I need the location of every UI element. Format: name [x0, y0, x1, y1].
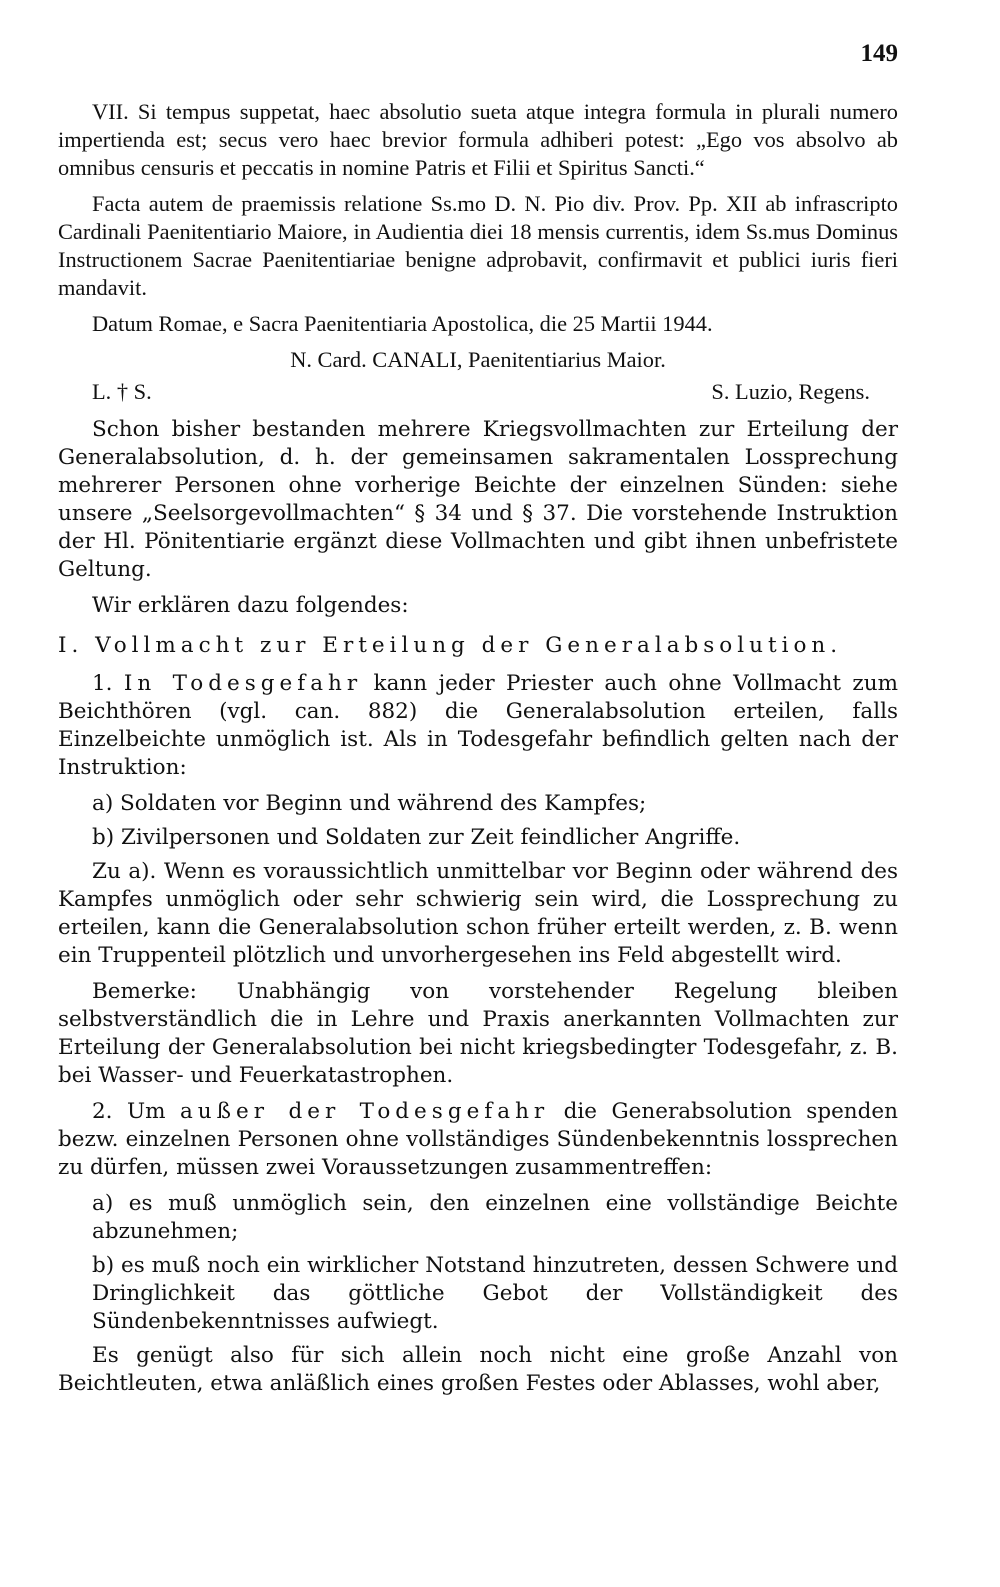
list-item-b: b) Zivilpersonen und Soldaten zur Zeit feindlicher Angriffe.	[92, 825, 741, 850]
condition-a: a) es muß unmöglich sein, den einzelnen eine vollständige Beichte abzunehmen;	[92, 1191, 898, 1244]
list-item-a: a) Soldaten vor Beginn und während des Kampfes;	[92, 791, 647, 816]
item-text: kann jeder Priester auch ohne Vollmacht zum Beichthören (vgl. can. 882) die Generalabsolution erteilen, falls Einzelbeichte unmöglich ist. Als in Todesgefahr befindlich gelten nach der Instruktion:	[58, 671, 898, 780]
item-number: 2.	[92, 1099, 113, 1124]
paragraph-latin-vii: VII. Si tempus suppetat, haec absolutio sueta atque integra formula in plurali numero impertienda est; secus vero haec brevior formula adhiberi potest: „Ego vos absolvo ab omnibus censuris et peccatis in nomine Patris et Filii et Spiritus Sancti.“	[58, 99, 898, 180]
condition-b: b) es muß noch ein wirklicher Notstand hinzutreten, dessen Schwere und Dringlichkeit das göttliche Gebot der Vollständigkeit des Sündenbekenntnisses aufwiegt.	[92, 1253, 898, 1334]
paragraph-latin-approval: Facta autem de praemissis relatione Ss.mo D. N. Pio div. Prov. Pp. XII ab infrascripto Cardinali Paenitentiario Maiore, in Audientia diei 18 mensis currentis, idem Ss.mus Dominus Instructionem Sacrae Paenitentiariae benigne adprobavit, confirmavit et publici iuris fieri mandavit.	[58, 191, 898, 300]
page-text	[58, 98, 898, 1406]
paragraph-todesgefahr	[58, 670, 898, 782]
paragraph-ausser-todesgefahr	[58, 1098, 898, 1182]
item-text: Um	[126, 1099, 166, 1124]
paragraph-kriegsvollmachten: Schon bisher bestanden mehrere Kriegsvollmachten zur Erteilung der Generalabsolution, d. h. der gemeinsamen sakramentalen Lossprechung mehrerer Personen ohne vorherige Beichte der einzelnen Sünden: siehe unsere „Seelsorgevollmachten“ § 34 und § 37. Die vorstehende Instruktion der Hl. Pönitentiarie ergänzt diese Vollmachten und gibt ihnen unbefristete Geltung.	[58, 417, 898, 582]
signature-row	[58, 378, 898, 406]
section-heading-number: I.	[58, 633, 84, 658]
paragraph-zu-a: Zu a). Wenn es voraussichtlich unmittelbar vor Beginn oder während des Kampfes unmöglich oder sehr schwierig sein wird, die Lossprechung zu erteilen, kann die Generalabsolution schon früher erteilt werden, z. B. wenn ein Truppenteil plötzlich und unvorhergesehen ins Feld abgestellt wird.	[58, 859, 898, 968]
page-number: 149	[860, 40, 898, 67]
item-number: 1.	[92, 671, 113, 696]
section-heading	[58, 632, 898, 660]
paragraph-latin-date: Datum Romae, e Sacra Paenitentiaria Apostolica, die 25 Martii 1944.	[92, 311, 713, 336]
signature-canali: N. Card. CANALI, Paenitentiarius Maior.	[290, 347, 666, 372]
signature-luzio: S. Luzio, Regens.	[711, 379, 870, 404]
emphasis-todesgefahr: In Todesgefahr	[123, 671, 363, 696]
section-heading-text: Vollmacht zur Erteilung der Generalabsolution.	[95, 633, 843, 658]
item-text: die Generabsolution spenden bezw. einzelnen Personen ohne vollständiges Sündenbekenntnis lossprechen zu dürfen, müssen zwei Voraussetzungen zusammentreffen:	[58, 1099, 898, 1180]
paragraph-bemerke: Bemerke: Unabhängig von vorstehender Regelung bleiben selbstverständlich die in Lehre und Praxis anerkannten Vollmachten zur Erteilung der Generalabsolution bei nicht kriegsbedingter Todesgefahr, z. B. bei Wasser- und Feuerkatastrophen.	[58, 979, 898, 1088]
paragraph-wir-erklaeren: Wir erklären dazu folgendes:	[92, 593, 409, 618]
emphasis-ausser-todesgefahr: außer der Todesgefahr	[179, 1099, 550, 1124]
paragraph-es-genuegt: Es genügt also für sich allein noch nicht eine große Anzahl von Beichtleuten, etwa anläßlich eines großen Festes oder Ablasses, wohl aber,	[58, 1343, 898, 1396]
seal-mark: L. † S.	[92, 379, 152, 404]
german-commentary	[58, 416, 898, 1398]
book-page	[58, 40, 898, 1550]
